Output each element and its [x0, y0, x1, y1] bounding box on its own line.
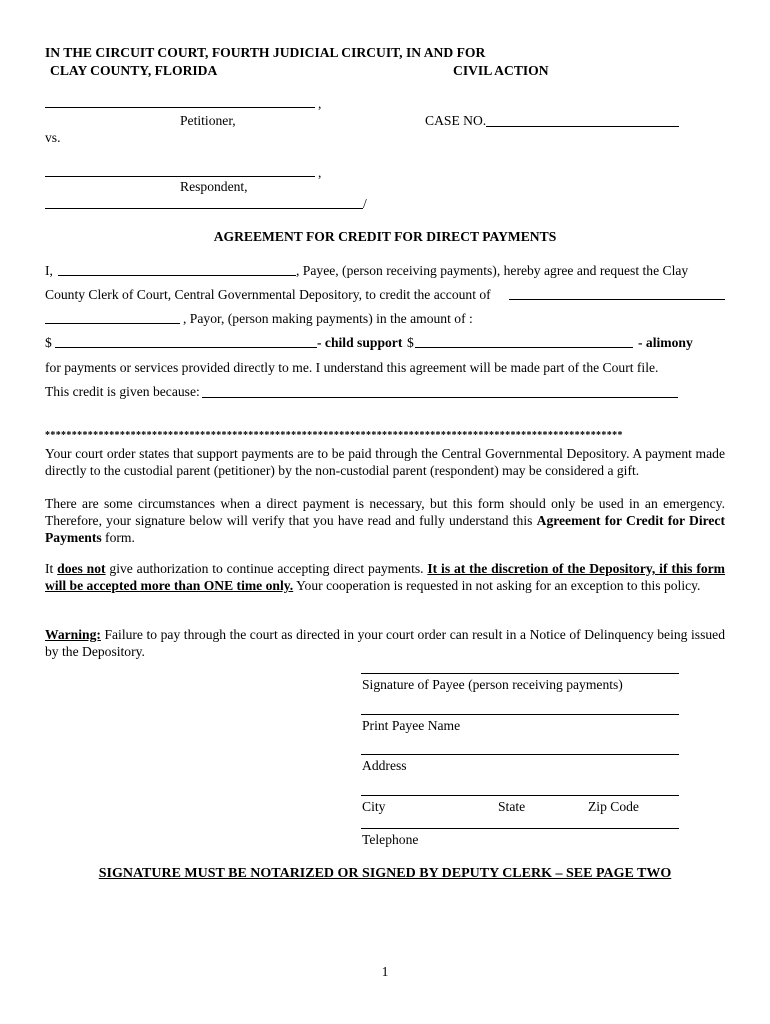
child-support-label: - child support — [317, 335, 403, 350]
zip-label: Zip Code — [588, 799, 639, 814]
payee-name-line[interactable] — [58, 275, 296, 276]
court-county: CLAY COUNTY, FLORIDA — [50, 63, 218, 78]
caption-slash: / — [363, 196, 367, 211]
respondent-name-line[interactable] — [45, 176, 315, 177]
payor-text: , Payor, (person making payments) in the amount of : — [183, 311, 473, 326]
p2-end: form. — [101, 530, 135, 545]
paragraph-authorization — [45, 560, 725, 594]
paragraph-warning — [45, 626, 725, 660]
address-line[interactable] — [361, 754, 679, 755]
respondent-label: Respondent, — [180, 179, 248, 194]
payee-signature-line[interactable] — [361, 673, 679, 674]
asterisk-separator: ************************************************************************************************************ — [45, 430, 623, 441]
services-text: for payments or services provided directly to me. I understand this agreement will be made part of the Court file. — [45, 360, 659, 375]
petitioner-name-line[interactable] — [45, 107, 315, 108]
court-header-line1: IN THE CIRCUIT COURT, FOURTH JUDICIAL CIRCUIT, IN AND FOR — [45, 45, 486, 60]
alimony-amount-line[interactable] — [415, 347, 633, 348]
dollar-sign-2: $ — [407, 335, 414, 350]
city-label: City — [362, 799, 386, 814]
civil-action-label: CIVIL ACTION — [453, 63, 549, 78]
p3-a: It — [45, 561, 58, 576]
dollar-sign-1: $ — [45, 335, 52, 350]
p2-start: There are some circumstances when a direct payment is necessary, but this form should only be used in an emergency. Therefore, your signature below will verify that you have read and fully understand this — [45, 496, 725, 528]
petitioner-label: Petitioner, — [180, 113, 236, 128]
page-number: 1 — [381, 964, 389, 979]
account-line[interactable] — [509, 299, 725, 300]
petitioner-comma: , — [318, 96, 322, 111]
telephone-line[interactable] — [361, 828, 679, 829]
address-label: Address — [362, 758, 407, 773]
notarize-notice: SIGNATURE MUST BE NOTARIZED OR SIGNED BY DEPUTY CLERK – SEE PAGE TWO — [98, 866, 672, 881]
p3-does-not: does not — [57, 561, 106, 576]
state-label: State — [498, 799, 526, 814]
alimony-label: - alimony — [638, 335, 693, 350]
form-title: AGREEMENT FOR CREDIT FOR DIRECT PAYMENTS — [213, 229, 557, 244]
because-label: This credit is given because: — [45, 384, 200, 399]
payor-name-line[interactable] — [45, 323, 180, 324]
payee-text: , Payee, (person receiving payments), hereby agree and request the Clay — [296, 263, 689, 278]
print-name-label: Print Payee Name — [362, 718, 461, 733]
warning-text: Failure to pay through the court as directed in your court order can result in a Notice of Delinquency being issued by the Depository. — [45, 627, 725, 659]
paragraph-circumstances — [45, 495, 725, 546]
payee-signature-label: Signature of Payee (person receiving payments) — [362, 677, 623, 692]
p3-discretion: It is at the discretion of the Depository, if this form will be accepted more than ONE time only. — [45, 561, 725, 593]
caption-close-line — [45, 208, 363, 209]
p3-c: Your cooperation is requested in not asking for an exception to this policy. — [293, 578, 701, 593]
respondent-comma: , — [318, 165, 322, 180]
city-state-zip-line[interactable] — [361, 795, 679, 796]
paragraph-court-order: Your court order states that support payments are to be paid through the Central Governmental Depository. A payment made directly to the custodial parent (petitioner) by the non-custodial parent (respondent) may be considered a gift. — [45, 446, 725, 478]
p2-bold: Agreement for Credit for Direct Payments — [45, 513, 725, 545]
warning-label: Warning: — [45, 627, 101, 642]
case-no-label: CASE NO. — [425, 113, 487, 128]
p3-b: give authorization to continue accepting direct payments. — [105, 561, 428, 576]
telephone-label: Telephone — [362, 832, 419, 847]
clerk-text: County Clerk of Court, Central Governmental Depository, to credit the account of — [45, 287, 491, 302]
because-line[interactable] — [202, 397, 678, 398]
versus-label: vs. — [45, 130, 61, 145]
case-no-line[interactable] — [486, 126, 679, 127]
agreement-i: I, — [45, 263, 53, 278]
print-name-line[interactable] — [361, 714, 679, 715]
child-support-amount-line[interactable] — [55, 347, 317, 348]
